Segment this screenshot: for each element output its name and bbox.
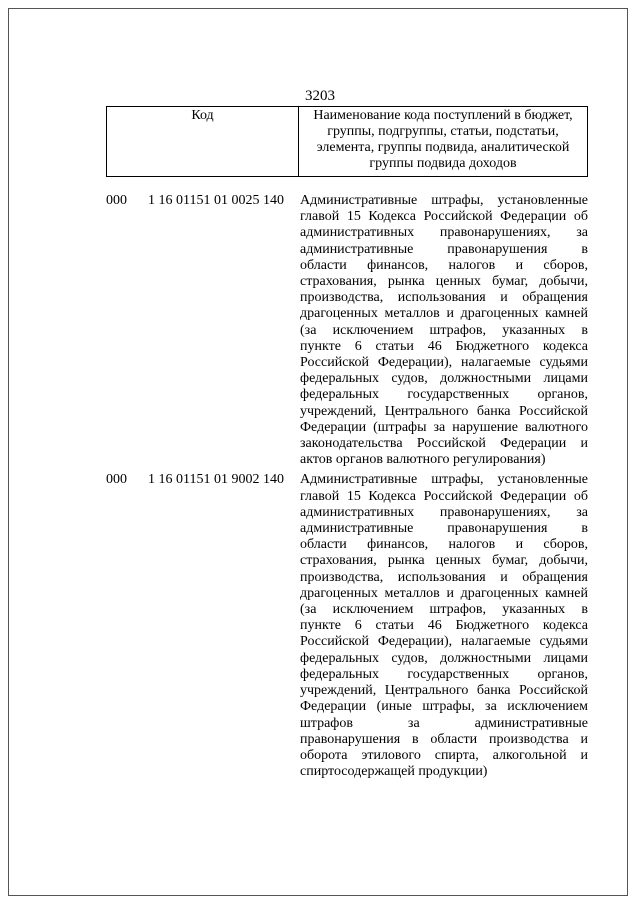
description-line: страхования, рынка ценных бумаг, добычи, (300, 274, 588, 290)
revenue-description (300, 472, 588, 780)
description-line: правонарушения в области производства и (300, 731, 588, 747)
revenue-description (300, 193, 588, 468)
description-line: главой 15 Кодекса Российской Федерации об (300, 488, 588, 504)
description-line: области финансов, налогов и сборов, (300, 537, 588, 553)
description-line: области финансов, налогов и сборов, (300, 257, 588, 273)
description-line: административных правонарушениях, за (300, 504, 588, 520)
description-line: федеральных судов, должностными лицами (300, 650, 588, 666)
description-line: штрафов за административные (300, 715, 588, 731)
description-line: Федерации (иные штрафы, за исключением (300, 699, 588, 715)
code-column-header: Код (107, 107, 299, 177)
description-line: (за исключением штрафов, указанных в (300, 602, 588, 618)
description-line: спиртосодержащей продукции) (300, 764, 488, 780)
description-line: административные правонарушения в (300, 521, 588, 537)
description-line: актов органов валютного регулирования) (300, 452, 546, 468)
description-line: оборота этилового спирта, алкогольной и (300, 747, 588, 763)
description-line: пункте 6 статьи 46 Бюджетного кодекса (300, 618, 588, 634)
description-line: производства, использования и обращения (300, 290, 588, 306)
table-header (106, 106, 588, 177)
description-line: пункте 6 статьи 46 Бюджетного кодекса (300, 338, 588, 354)
description-line: федеральных государственных органов, (300, 666, 588, 682)
description-line: (за исключением штрафов, указанных в (300, 322, 588, 338)
description-line: учреждений, Центрального банка Российской (300, 683, 588, 699)
description-line: драгоценных металлов и драгоценных камней (300, 306, 588, 322)
admin-code: 000 (106, 472, 127, 488)
revenue-code: 1 16 01151 01 0025 140 (148, 193, 284, 208)
description-line: федеральных судов, должностными лицами (300, 371, 588, 387)
description-line: Административные штрафы, установленные (300, 193, 588, 208)
description-line: законодательства Российской Федерации и (300, 436, 588, 452)
description-line: производства, использования и обращения (300, 569, 588, 585)
table-body (106, 193, 588, 784)
name-column-header: Наименование кода поступлений в бюджет, группы, подгруппы, статьи, подстатьи, элемента, группы подвида, аналитической группы подвида доходов (299, 107, 588, 177)
description-line: Федерации (штрафы за нарушение валютного (300, 419, 588, 435)
description-line: главой 15 Кодекса Российской Федерации об (300, 209, 588, 225)
description-line: драгоценных металлов и драгоценных камней (300, 585, 588, 601)
description-line: федеральных государственных органов, (300, 387, 588, 403)
page-number: 3203 (305, 88, 335, 104)
description-line: Административные штрафы, установленные (300, 472, 588, 488)
description-line: страхования, рынка ценных бумаг, добычи, (300, 553, 588, 569)
description-line: Российской Федерации), налагаемые судьями (300, 634, 588, 650)
description-line: административных правонарушениях, за (300, 225, 588, 241)
table-row (106, 193, 588, 468)
description-line: административные правонарушения в (300, 241, 588, 257)
description-line: Российской Федерации), налагаемые судьями (300, 355, 588, 371)
revenue-code: 1 16 01151 01 9002 140 (148, 472, 284, 488)
description-line: учреждений, Центрального банка Российской (300, 403, 588, 419)
admin-code: 000 (106, 193, 127, 208)
table-row (106, 472, 588, 780)
